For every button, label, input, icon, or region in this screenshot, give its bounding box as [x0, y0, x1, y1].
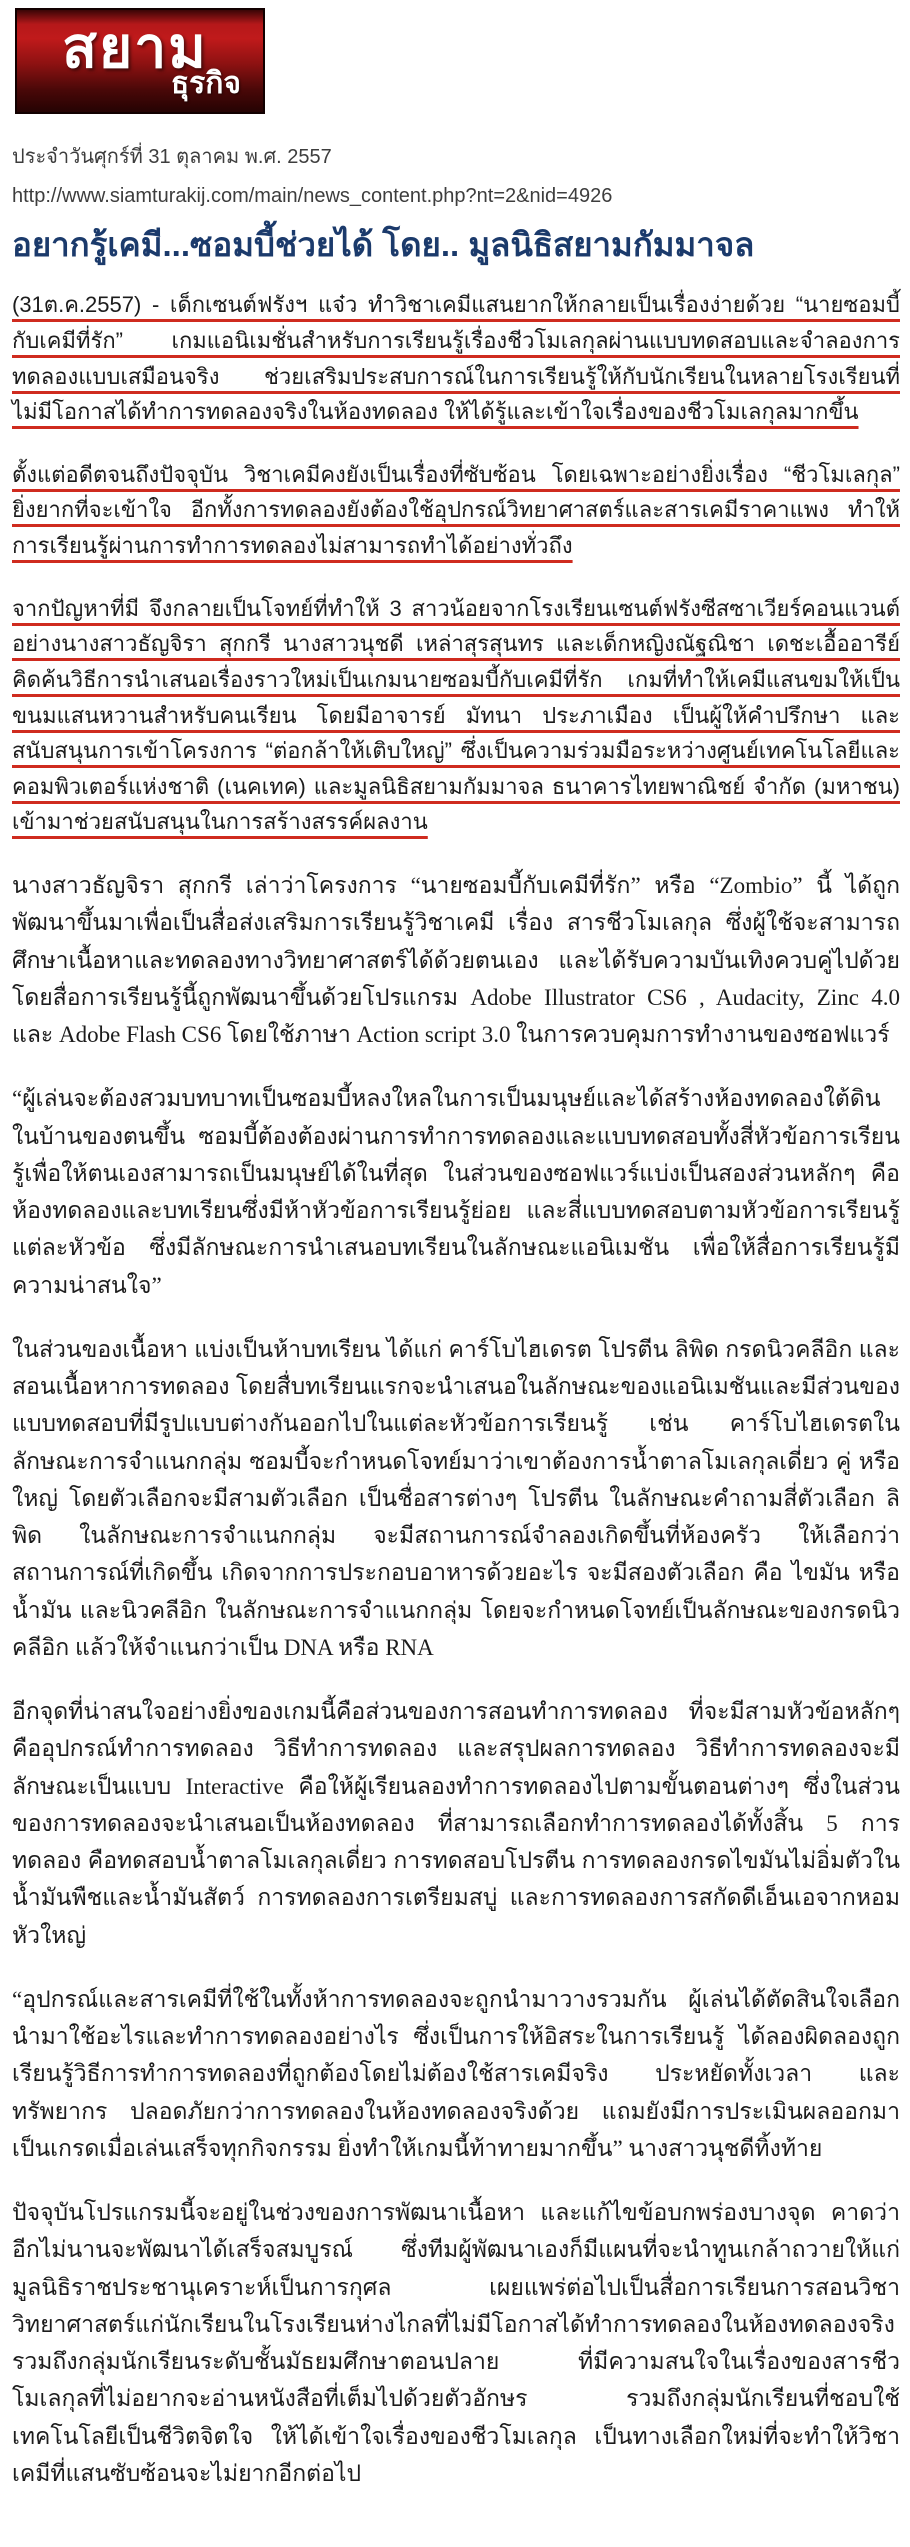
article-paragraph-3: จากปัญหาที่มี จึงกลายเป็นโจทย์ที่ทำให้ 3 สาวน้อยจากโรงเรียนเซนต์ฟรังซีสซาเวียร์คอนแวนต์ อย่างนางสาวธัญจิรา สุกกรี นางสาวนุชดี เหล่าสุรสุนทร และเด็กหญิงณัฐณิชา เดชะเอื้ออารีย์ คิดค้นวิธีการนำเสนอเรื่องราวใหม่เป็นเกมนายซอมบี้กับเคมีที่รัก เกมที่ทำให้เคมีแสนขมให้เป็นขนมแสนหวานสำหรับคนเรียน โดยมีอาจารย์ มัทนา ประภาเมือง เป็นผู้ให้คำปรึกษา และสนับสนุนการเข้าโครงการ “ต่อกล้าให้เติบใหญ่” ซึ่งเป็นความร่วมมือระหว่างศูนย์เทคโนโลยีและคอมพิวเตอร์แห่งชาติ (เนคเทค) และมูลนิธิสยามกัมมาจล ธนาคารไทยพาณิชย์ จำกัด (มหาชน) เข้ามาช่วยสนับสนุนในการสร้างสรรค์ผลงาน	[12, 595, 900, 835]
article-paragraph-6: ในส่วนของเนื้อหา แบ่งเป็นห้าบทเรียน ได้แก่ คาร์โบไฮเดรต โปรตีน ลิพิด กรดนิวคลีอิก และสอนเนื้อหาการทดลอง โดยสื่บทเรียนแรกจะนำเสนอในลักษณะของแอนิเมชันและมีส่วนของแบบทดสอบที่มีรูปแบบต่างกันออกไปในแต่ละหัวข้อการเรียนรู้ เช่น คาร์โบไฮเดรตในลักษณะการจำแนกกลุ่ม ซอมบี้จะกำหนดโจทย์มาว่าเขาต้องการน้ำตาลโมเลกุลเดี่ยว คู่ หรือใหญ่ โดยตัวเลือกจะมีสามตัวเลือก เป็นชื่อสารต่างๆ โปรตีน ในลักษณะคำถามสี่ตัวเลือก ลิพิด ในลักษณะการจำแนกกลุ่ม จะมีสถานการณ์จำลองเกิดขึ้นที่ห้องครัว ให้เลือกว่าสถานการณ์ที่เกิดขึ้น เกิดจากการประกอบอาหารด้วยอะไร จะมีสองตัวเลือก คือ ไขมัน หรือ น้ำมัน และนิวคลีอิก ในลักษณะการจำแนกกลุ่ม โดยจะกำหนดโจทย์เป็นลักษณะของกรดนิวคลีอิก แล้วให้จำแนกว่าเป็น DNA หรือ RNA	[12, 1336, 900, 1660]
article-paragraph-5: “ผู้เล่นจะต้องสวมบทบาทเป็นซอมบี้หลงใหลในการเป็นมนุษย์และได้สร้างห้องทดลองใต้ดินในบ้านของตนขึ้น ซอมบี้ต้องต้องผ่านการทำการทดลองและแบบทดสอบทั้งสี่หัวข้อการเรียนรู้เพื่อให้ตนเองสามารถเป็นมนุษย์ได้ในที่สุด ในส่วนของซอฟแวร์แบ่งเป็นสองส่วนหลักๆ คือ ห้องทดลองและบทเรียนซึ่งมีห้าหัวข้อการเรียนรู้ย่อย และสี่แบบทดสอบตามหัวข้อการเรียนรู้แต่ละหัวข้อ ซึ่งมีลักษณะการนำเสนอบทเรียนในลักษณะแอนิเมชัน เพื่อให้สื่อการเรียนรู้มีความน่าสนใจ”	[12, 1086, 900, 1298]
article-paragraph-8: “อุปกรณ์และสารเคมีที่ใช้ในทั้งห้าการทดลองจะถูกนำมาวางรวมกัน ผู้เล่นได้ตัดสินใจเลือกนำมาใช้อะไรและทำการทดลองอย่างไร ซึ่งเป็นการให้อิสระในการเรียนรู้ ได้ลองผิดลองถูก เรียนรู้วิธีการทำการทดลองที่ถูกต้องโดยไม่ต้องใช้สารเคมีจริง ประหยัดทั้งเวลา และทรัพยากร ปลอดภัยกว่าการทดลองในห้องทดลองจริงด้วย แถมยังมีการประเมินผลออกมาเป็นเกรดเมื่อเล่นเสร็จทุกกิจกรรม ยิ่งทำให้เกมนี้ท้าทายมากขึ้น” นางสาวนุชดีทิ้งท้าย	[12, 1986, 900, 2161]
article-paragraph-9: ปัจจุบันโปรแกรมนี้จะอยู่ในช่วงของการพัฒนาเนื้อหา และแก้ไขข้อบกพร่องบางจุด คาดว่าอีกไม่นานจะพัฒนาได้เสร็จสมบูรณ์ ซึ่งทีมผู้พัฒนาเองก็มีแผนที่จะนำทูนเกล้าถวายให้แก่มูลนิธิราชประชานุเคราะห์เป็นการกุศล เผยแพร่ต่อไปเป็นสื่อการเรียนการสอนวิชาวิทยาศาสตร์แก่นักเรียนในโรงเรียนห่างไกลที่ไม่มีโอกาสได้ทำการทดลองในห้องทดลองจริง รวมถึงกลุ่มนักเรียนระดับชั้นมัธยมศึกษาตอนปลาย ที่มีความสนใจในเรื่องของสารชีวโมเลกุลที่ไม่อยากจะอ่านหนังสือที่เต็มไปด้วยตัวอักษร รวมถึงกลุ่มนักเรียนที่ชอบใช้เทคโนโลยีเป็นชีวิตจิตใจ ให้ได้เข้าใจเรื่องของชีวโมเลกุล เป็นทางเลือกใหม่ที่จะทำให้วิชาเคมีที่แสนซับซ้อนจะไม่ยากอีกต่อไป	[12, 2200, 900, 2486]
article-url: http://www.siamturakij.com/main/news_content.php?nt=2&nid=4926	[12, 185, 613, 207]
siamturakij-logo[interactable]	[15, 8, 265, 114]
article-headline: อยากรู้เคมี...ซอมบี้ช่วยได้ โดย.. มูลนิธิสยามกัมมาจล	[12, 226, 755, 263]
logo-text-turakij: ธุรกิจ	[170, 67, 241, 101]
article-paragraph-1: (31ต.ค.2557) - เด็กเซนต์ฟรังฯ แจ๋ว ทำวิชาเคมีแสนยากให้กลายเป็นเรื่องง่ายด้วย “นายซอมบี้กับเคมีที่รัก” เกมแอนิเมชั่นสำหรับการเรียนรู้เรื่องชีวโมเลกุลผ่านแบบทดสอบและจำลองการทดลองแบบเสมือนจริง ช่วยเสริมประสบการณ์ในการเรียนรู้ให้กับนักเรียนในหลายโรงเรียนที่ไม่มีโอกาสได้ทำการทดลองจริงในห้องทดลอง ให้ได้รู้และเข้าใจเรื่องของชีวโมเลกุลมากขึ้น	[12, 292, 900, 425]
article-paragraph-7: อีกจุดที่น่าสนใจอย่างยิ่งของเกมนี้คือส่วนของการสอนทำการทดลอง ที่จะมีสามหัวข้อหลักๆคืออุปกรณ์ทำการทดลอง วิธีทำการทดลอง และสรุปผลการทดลอง วิธีทำการทดลองจะมีลักษณะเป็นแบบ Interactive คือให้ผู้เรียนลองทำการทดลองไปตามขั้นตอนต่างๆ ซึ่งในส่วนของการทดลองจะนำเสนอเป็นห้องทดลอง ที่สามารถเลือกทำการทดลองได้ทั้งสิ้น 5 การทดลอง คือทดสอบน้ำตาลโมเลกุลเดี่ยว การทดสอบโปรตีน การทดลองกรดไขมันไม่อิ่มตัวในน้ำมันพืชและน้ำมันสัตว์ การทดลองการเตรียมสบู่ และการทดลองการสกัดดีเอ็นเอจากหอมหัวใหญ่	[12, 1699, 900, 1948]
logo-text-siam: สยาม	[62, 16, 208, 80]
article-paragraph-4: นางสาวธัญจิรา สุกกรี เล่าว่าโครงการ “นายซอมบี้กับเคมีที่รัก” หรือ “Zombio” นี้ ได้ถูกพัฒนาขึ้นมาเพื่อเป็นสื่อส่งเสริมการเรียนรู้วิชาเคมี เรื่อง สารชีวโมเลกุล ซึ่งผู้ใช้จะสามารถศึกษาเนื้อหาและทดลองทางวิทยาศาสตร์ได้ด้วยตนเอง และได้รับความบันเทิงควบคู่ไปด้วย โดยสื่อการเรียนรู้นี้ถูกพัฒนาขึ้นด้วยโปรแกรม Adobe Illustrator CS6 , Audacity, Zinc 4.0 และ Adobe Flash CS6 โดยใช้ภาษา Action script 3.0 ในการควบคุมการทำงานของซอฟแวร์	[12, 873, 900, 1047]
article-paragraph-2: ตั้งแต่อดีตจนถึงปัจจุบัน วิชาเคมีคงยังเป็นเรื่องที่ซับซ้อน โดยเฉพาะอย่างยิ่งเรื่อง “ชีวโมเลกุล” ยิ่งยากที่จะเข้าใจ อีกทั้งการทดลองยังต้องใช้อุปกรณ์วิทยาศาสตร์และสารเคมีราคาแพง ทำให้การเรียนรู้ผ่านการทำการทดลองไม่สามารถทำได้อย่างทั่วถึง	[12, 461, 900, 558]
date-line: ประจำวันศุกร์ที่ 31 ตุลาคม พ.ศ. 2557	[12, 146, 332, 168]
